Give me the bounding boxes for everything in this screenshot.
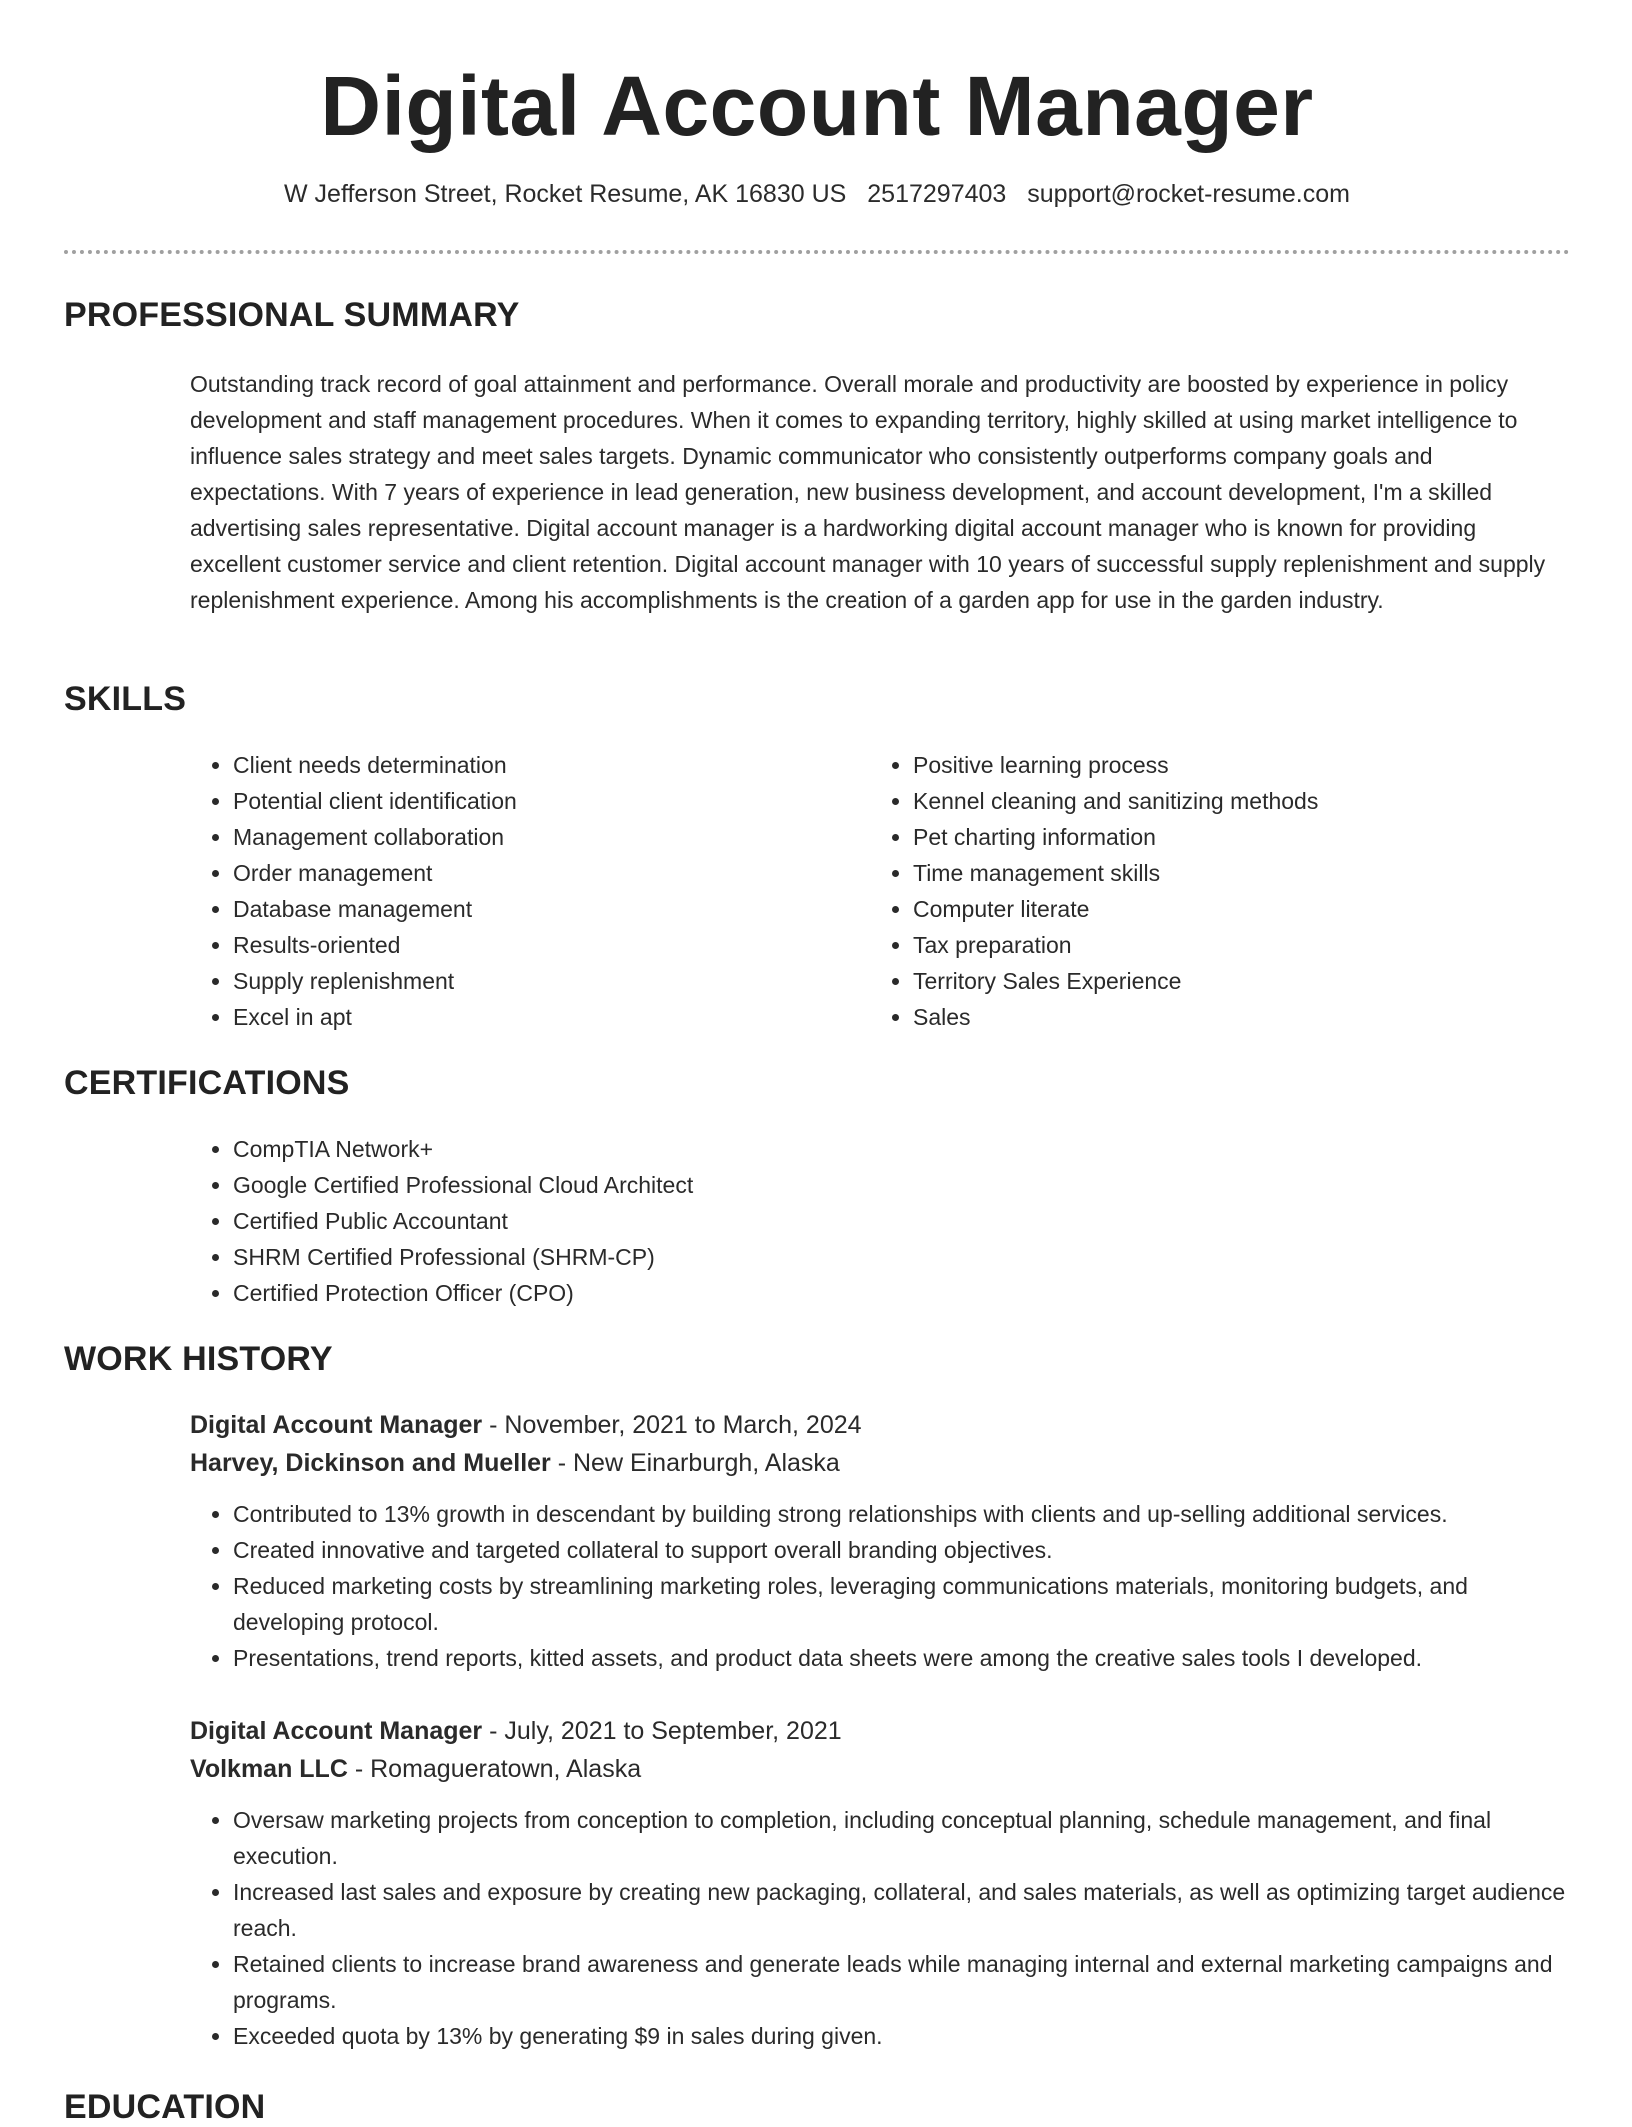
skills-right-column bbox=[870, 747, 1470, 1035]
job-location: - New Einarburgh, Alaska bbox=[550, 1449, 840, 1477]
job-bullet: • Exceeded quota by 13% by generating $9 in sales during given. bbox=[233, 2018, 1570, 2054]
job-role: Digital Account Manager bbox=[190, 1717, 483, 1745]
job-bullet: • Increased last sales and exposure by creating new packaging, collateral, and sales materials, as well as optimizing target audience reach. bbox=[233, 1874, 1570, 1946]
resume-page bbox=[64, 0, 1570, 2126]
job-title-line bbox=[190, 1712, 1570, 1750]
summary-text: Outstanding track record of goal attainment and performance. Overall morale and productivity are boosted by experience in policy development and staff management procedures. When it comes to expanding territory, highly skilled at using market intelligence to influence sales strategy and meet sales targets. Dynamic communicator who consistently outperforms company goals and expectations. With 7 years of experience in lead generation, new business development, and account development, I'm a skilled advertising sales representative. Digital account manager is a hardworking digital account manager who is known for providing excellent customer service and client retention. Digital account manager with 10 years of successful supply replenishment and supply replenishment experience. Among his accomplishments is the creation of a garden app for use in the garden industry. bbox=[190, 371, 1546, 613]
contact-email: support@rocket-resume.com bbox=[1027, 180, 1350, 208]
job-entry bbox=[190, 1406, 1570, 1676]
contact-line bbox=[64, 180, 1570, 209]
certifications-heading: CERTIFICATIONS bbox=[64, 1064, 350, 1102]
skill-item: • Management collaboration bbox=[233, 819, 790, 855]
skill-item: • Database management bbox=[233, 891, 790, 927]
skills-heading: SKILLS bbox=[64, 680, 187, 718]
skill-item: • Supply replenishment bbox=[233, 963, 790, 999]
education-heading: EDUCATION bbox=[64, 2088, 266, 2126]
skill-item: • Positive learning process bbox=[913, 747, 1470, 783]
contact-address: W Jefferson Street, Rocket Resume, AK 16830 US bbox=[284, 180, 847, 208]
job-company-line bbox=[190, 1750, 1570, 1788]
job-role: Digital Account Manager bbox=[190, 1411, 483, 1439]
job-location: - Romagueratown, Alaska bbox=[347, 1755, 642, 1783]
skill-item: • Tax preparation bbox=[913, 927, 1470, 963]
header-divider bbox=[64, 250, 1570, 254]
certification-item: • Certified Protection Officer (CPO) bbox=[233, 1275, 1570, 1311]
job-entry bbox=[190, 1712, 1570, 2054]
job-dates: - July, 2021 to September, 2021 bbox=[482, 1717, 842, 1745]
skill-item: • Kennel cleaning and sanitizing methods bbox=[913, 783, 1470, 819]
skill-item: • Results-oriented bbox=[233, 927, 790, 963]
skills-block bbox=[190, 747, 1570, 1047]
certification-item: • Google Certified Professional Cloud Architect bbox=[233, 1167, 1570, 1203]
skill-item: • Sales bbox=[913, 999, 1470, 1035]
job-dates: - November, 2021 to March, 2024 bbox=[482, 1411, 862, 1439]
certification-item: • SHRM Certified Professional (SHRM-CP) bbox=[233, 1239, 1570, 1275]
skill-item: • Excel in apt bbox=[233, 999, 790, 1035]
job-company: Harvey, Dickinson and Mueller bbox=[190, 1449, 551, 1477]
skill-item: • Pet charting information bbox=[913, 819, 1470, 855]
work-history-heading: WORK HISTORY bbox=[64, 1340, 333, 1378]
job-bullet: • Presentations, trend reports, kitted assets, and product data sheets were among the creative sales tools I developed. bbox=[233, 1640, 1570, 1676]
job-bullet: • Created innovative and targeted collateral to support overall branding objectives. bbox=[233, 1532, 1570, 1568]
certification-item: • CompTIA Network+ bbox=[233, 1131, 1570, 1167]
skill-item: • Computer literate bbox=[913, 891, 1470, 927]
job-bullet: • Oversaw marketing projects from conception to completion, including conceptual planning, schedule management, and final execution. bbox=[233, 1802, 1570, 1874]
certification-item: • Certified Public Accountant bbox=[233, 1203, 1570, 1239]
skill-item: • Territory Sales Experience bbox=[913, 963, 1470, 999]
skill-item: • Client needs determination bbox=[233, 747, 790, 783]
summary-heading: PROFESSIONAL SUMMARY bbox=[64, 296, 520, 334]
skill-item: • Potential client identification bbox=[233, 783, 790, 819]
job-company-line bbox=[190, 1444, 1570, 1482]
job-bullet: • Reduced marketing costs by streamlining marketing roles, leveraging communications materials, monitoring budgets, and developing protocol. bbox=[233, 1568, 1570, 1640]
resume-name: Digital Account Manager bbox=[320, 59, 1314, 153]
certifications-block bbox=[190, 1131, 1570, 1311]
job-bullet: • Contributed to 13% growth in descendant by building strong relationships with clients and up-selling additional services. bbox=[233, 1496, 1570, 1532]
job-title-line bbox=[190, 1406, 1570, 1444]
skills-left-column bbox=[190, 747, 790, 1035]
contact-phone: 2517297403 bbox=[867, 180, 1007, 208]
skill-item: • Order management bbox=[233, 855, 790, 891]
job-bullet: • Retained clients to increase brand awareness and generate leads while managing internal and external marketing campaigns and programs. bbox=[233, 1946, 1570, 2018]
skill-item: • Time management skills bbox=[913, 855, 1470, 891]
job-company: Volkman LLC bbox=[190, 1755, 348, 1783]
